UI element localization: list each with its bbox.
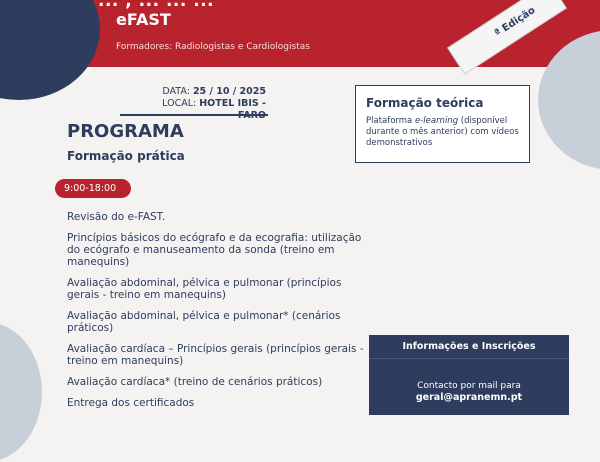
theory-text-end: (disponível durante o mês anterior) com vídeos demonstrativos — [366, 116, 519, 148]
divider-line — [120, 114, 268, 116]
list-item: Avaliação cardíaca* (treino de cenários práticos) — [67, 376, 323, 388]
info-title: Informações e Inscrições — [402, 341, 536, 352]
list-item: Avaliação abdominal, pélvica e pulmonar (princípios gerais - treino em manequins) — [67, 277, 342, 301]
theory-text-elearning: e-learning — [414, 116, 459, 126]
list-item: Avaliação cardíaca – Princípios gerais (princípios gerais - treino em manequins) — [67, 343, 364, 367]
theory-title: Formação teórica — [366, 96, 484, 110]
list-item: Avaliação abdominal, pélvica e pulmonar* (cenários práticos) — [67, 310, 341, 334]
decor-circle-top-left — [0, 0, 100, 100]
trainers-subtitle: Formadores: Radiologistas e Cardiologistas — [116, 42, 310, 52]
list-item: Entrega dos certificados — [67, 397, 195, 409]
list-item: Princípios básicos do ecógrafo e da ecografia: utilização do ecógrafo e manuseamento da sonda (treino em manequins) — [67, 232, 362, 268]
header-cut-title: ... , ... ... ... — [98, 0, 215, 11]
edition-label: ª Edição — [492, 4, 538, 40]
theory-text-start: Plataforma — [366, 116, 415, 126]
contact-email[interactable]: geral@apranemn.pt — [415, 392, 523, 403]
contact-text: Contacto por mail para — [417, 381, 521, 391]
local-value: HOTEL IBIS - — [199, 98, 266, 109]
theory-text — [366, 116, 519, 149]
program-list — [67, 211, 367, 418]
local-label: LOCAL: — [162, 98, 197, 109]
date-label: DATA: — [162, 86, 190, 97]
date-value: 25 / 10 / 2025 — [192, 86, 266, 97]
decor-circle-bottom-left — [0, 322, 42, 462]
event-details — [134, 86, 266, 122]
theory-box — [355, 85, 530, 163]
course-title: eFAST — [116, 10, 171, 29]
info-divider — [369, 358, 569, 359]
program-heading: PROGRAMA — [67, 121, 184, 142]
program-subheading: Formação prática — [67, 149, 185, 163]
info-box — [369, 335, 569, 415]
schedule-time-badge: 9:00-18:00 — [55, 179, 131, 198]
list-item: Revisão do e-FAST. — [67, 211, 166, 223]
